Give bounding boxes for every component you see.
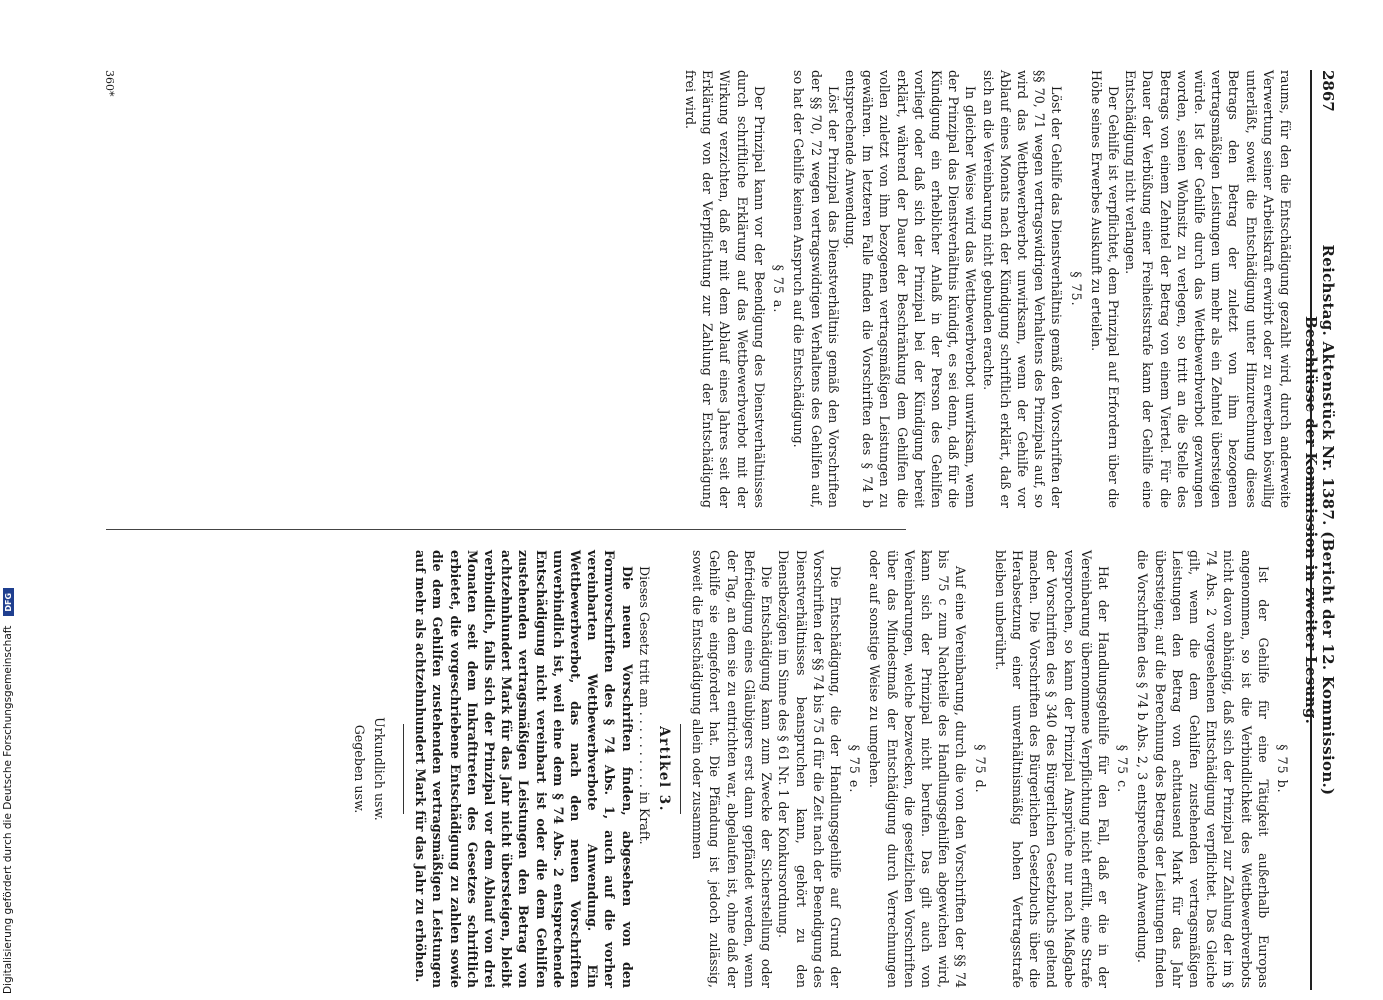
page-number: 2867 [1319,70,1337,112]
signature-mark: 360* [103,70,116,97]
section-heading: § 75 d. [972,744,988,794]
closing-formula [349,550,389,988]
paragraph: raums, für den die Entschädigung gezahlt wird, durch anderweite Verwertung seiner Arbeitskraft erwirbt oder zu erwerben böswillig unterläßt, soweit die Entschädigung unter Hinzurechnung dieses Betrags den Betrag der zuletzt von ihm bezogenen vertragsmäßigen Leistungen um mehr als ein Zehntel übersteigen würde. Ist der Gehilfe durch das Wettbewerbverbot gezwungen worden, seinen Wohnsitz zu verlegen, so tritt an die Stelle des Betrags von einem Zehntel der Betrag von einem Viertel. Für die Dauer der Verbüßung einer Freiheitsstrafe kann der Gehilfe eine Entschädigung nicht verlangen. [1123,70,1293,508]
header-rule [1310,70,1312,990]
section-rule [403,724,404,814]
paragraph: Die Entschädigung, die der Handlungsgehilfe auf Grund der Vorschriften der §§ 74 bis 75 d für die Zeit nach der Beendigung des Dienstverhältnisses beanspruchen kann, gehört zu den Dienstbezügen im Sinne des § 61 Nr. 1 der Konkursordnung. [776,550,843,988]
paragraph: Auf eine Vereinbarung, durch die von den Vorschriften der §§ 74 bis 75 c zum Nachteile des Handlungsgehilfen abgewichen wird, kann sich der Prinzipal nicht berufen. Das gilt auch von Vereinbarungen, welche bezwecken, die gesetzlichen Vorschriften über das Mindestmaß der Entschädigung durch Verrechnungen oder auf sonstige Weise zu umgehen. [867,550,969,988]
running-head: Reichstag. Aktenstück Nr. 1387. (Bericht der 12. Kommission.) Beschlüsse der Kommission in zweiter Lesung. [1301,244,1337,796]
rotated-document-page [96,70,1336,990]
article-heading: Artikel 3. [656,726,673,812]
paragraph: Löst der Prinzipal das Dienstverhältnis gemäß den Vorschriften der §§ 70, 72 wegen vertragswidrigen Verhaltens des Gehilfen auf, so hat der Gehilfe keinen Anspruch auf die Entschädigung. [791,70,841,508]
paragraph: In gleicher Weise wird das Wettbewerbverbot unwirksam, wenn der Prinzipal das Dienstverhältnis kündigt, es sei denn, daß für die Kündigung ein erheblicher Anlaß in der Person des Gehilfen vorliegt oder daß sich der Prinzipal bei der Kündigung bereit erklärt, während der Dauer der Beschränkung dem Gehilfen die vollen zuletzt von ihm bezogenen vertragsmäßigen Leistungen zu gewähren. Im letzteren Falle finden die Vorschriften des § 74 b entsprechende Anwendung. [842,70,979,508]
paragraph: Der Prinzipal kann vor der Beendigung des Dienstverhältnisses durch schriftliche Erklärung auf das Wettbewerbverbot mit der Wirkung verzichten, daß er mit dem Ablauf eines Jahres seit der Erklärung von der Verpflichtung zur Zahlung der Entschädigung frei wird. [683,70,767,508]
section-heading: § 75 e. [847,744,863,794]
right-column [349,550,1294,988]
dfg-logo-icon: DFG [3,588,14,616]
paragraph-bold: Die neuen Vorschriften finden, abgesehen von den Formvorschriften des § 74 Abs. 1, auch auf die vorher vereinbarten Wettbewerbverbote Anwendung. Ein Wettbewerbverbot, das nach den neuen Vorschriften unverbindlich ist, weil eine dem § 74 Abs. 2 entsprechende Entschädigung nicht vereinbart ist oder die dem Gehilfen zustehenden vertragsmäßigen Leistungen den Betrag von achtzehnhundert Mark für das Jahr nicht übersteigen, bleibt verbindlich, falls sich der Prinzipal vor dem Ablauf von drei Monaten seit dem Inkrafttreten des Gesetzes schriftlich erbietet, die vorgeschriebene Entschädigung zu zahlen sowie die dem Gehilfen zustehenden vertragsmäßigen Leistungen auf mehr als achtzehnhundert Mark für das Jahr zu erhöhen. [413,550,635,988]
section-heading: § 75. [1068,271,1084,307]
section-heading: § 75 b. [1275,744,1290,794]
paragraph: Löst der Gehilfe das Dienstverhältnis gemäß den Vorschriften der §§ 70, 71 wegen vertragswidrigen Verhaltens des Prinzipals auf, so wird das Wettbewerbverbot unwirksam, wenn der Gehilfe vor Ablauf eines Monats nach der Kündigung schriftlich erklärt, daß er sich an die Vereinbarung nicht gebunden erachte. [980,70,1065,508]
paragraph: Dieses Gesetz tritt am . . . . . . . . . . in Kraft. [636,566,652,845]
paragraph: Hat der Handlungsgehilfe für den Fall, daß er die in der Vereinbarung übernommene Verpflichtung nicht erfüllt, eine Strafe versprochen, so kann der Prinzipal Ansprüche nur nach Maßgabe der Vorschriften des § 340 des Bürgerlichen Gesetzbuchs geltend machen. Die Vorschriften des Bürgerlichen Gesetzbuchs über die Herabsetzung einer unverhältnismäßig hohen Vertragsstrafe bleiben unberührt. [992,550,1111,988]
section-heading: § 75 a. [771,264,787,314]
section-heading: § 75 c. [1115,744,1131,794]
paragraph: Ist der Gehilfe für eine Tätigkeit außerhalb Europas angenommen, so ist die Verbindlichkeit des Wettbewerbverbots nicht davon abhängig, daß sich der Prinzipal zur Zahlung der im § 74 Abs. 2 vorgesehenen Entschädigung verpflichtet. Das Gleiche gilt, wenn die dem Gehilfen zustehenden vertragsmäßigen Leistungen den Betrag von achttausend Mark für das Jahr übersteigen; auf die Berechnung des Betrags der Leistungen finden die Vorschriften des § 74 b Abs. 2, 3 entsprechende Anwendung. [1135,550,1271,988]
paragraph: Der Gehilfe ist verpflichtet, dem Prinzipal auf Erfordern über die Höhe seines Erwerbes Auskunft zu erteilen. [1088,70,1121,508]
paragraph: Die Entschädigung kann zum Zwecke der Sicherstellung oder Befriedigung eines Gläubigers erst dann gepfändet werden, wenn der Tag, an dem sie zu entrichten war, abgelaufen ist, ohne daß der Gehilfe sie eingefordert hat. Die Pfändung ist jedoch zulässig, soweit die Entschädigung allein oder zusammen [690,550,775,988]
closing-line: Gegeben usw. [352,724,368,814]
digitization-note [2,4,14,994]
column-separator [106,529,906,530]
digitization-note-text: Digitalisierung gefördert durch die Deutsche Forschungsgemeinschaft [2,625,14,994]
closing-line: Urkundlich usw. [372,717,388,821]
section-rule [680,724,681,814]
left-column [682,70,1294,508]
